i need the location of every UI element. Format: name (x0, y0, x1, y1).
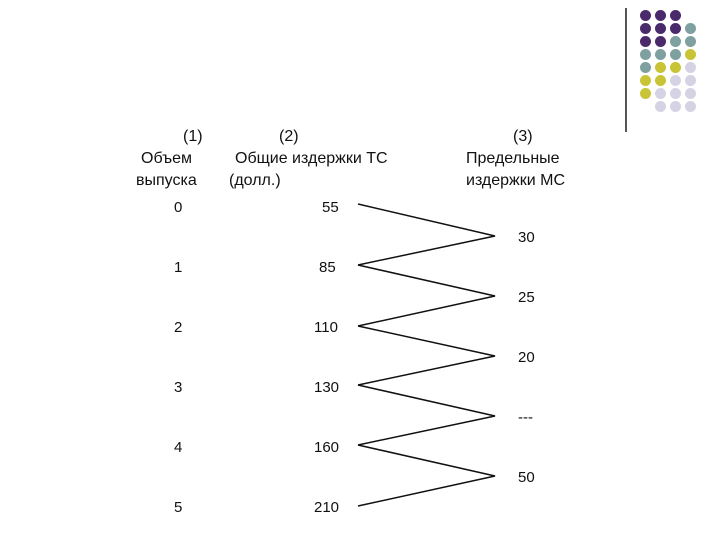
marginal-cost-value: --- (518, 409, 533, 426)
total-cost-value: 85 (319, 259, 336, 276)
marginal-cost-value: 20 (518, 349, 535, 366)
column-3-title-line2: издержки МС (466, 172, 566, 189)
connector-line (358, 265, 495, 326)
marginal-cost-value: 30 (518, 229, 535, 246)
connector-line (358, 385, 495, 445)
column-1-title-line2: выпуска (136, 172, 197, 189)
total-cost-value: 55 (322, 199, 339, 216)
column-2-number: (2) (279, 128, 299, 145)
column-2-title-line2: (долл.) (229, 172, 281, 189)
output-value: 3 (174, 379, 183, 396)
output-value: 1 (174, 259, 183, 276)
marginal-cost-value: 50 (518, 469, 535, 486)
column-1-title-line1: Объем (141, 150, 192, 167)
connector-line (358, 326, 495, 385)
total-cost-value: 210 (314, 499, 340, 516)
total-cost-value: 160 (314, 439, 340, 456)
output-value: 4 (174, 439, 183, 456)
connector-line (358, 445, 495, 506)
output-value: 2 (174, 319, 183, 336)
column-3-title-line1: Предельные (466, 150, 560, 167)
output-value: 5 (174, 499, 183, 516)
total-cost-value: 130 (314, 379, 340, 396)
column-3-number: (3) (513, 128, 533, 145)
connector-line (358, 204, 495, 265)
column-1-number: (1) (183, 128, 203, 145)
output-value: 0 (174, 199, 183, 216)
column-2-title-line1: Общие издержки ТС (235, 150, 388, 167)
marginal-cost-value: 25 (518, 289, 535, 306)
total-cost-value: 110 (314, 319, 338, 336)
